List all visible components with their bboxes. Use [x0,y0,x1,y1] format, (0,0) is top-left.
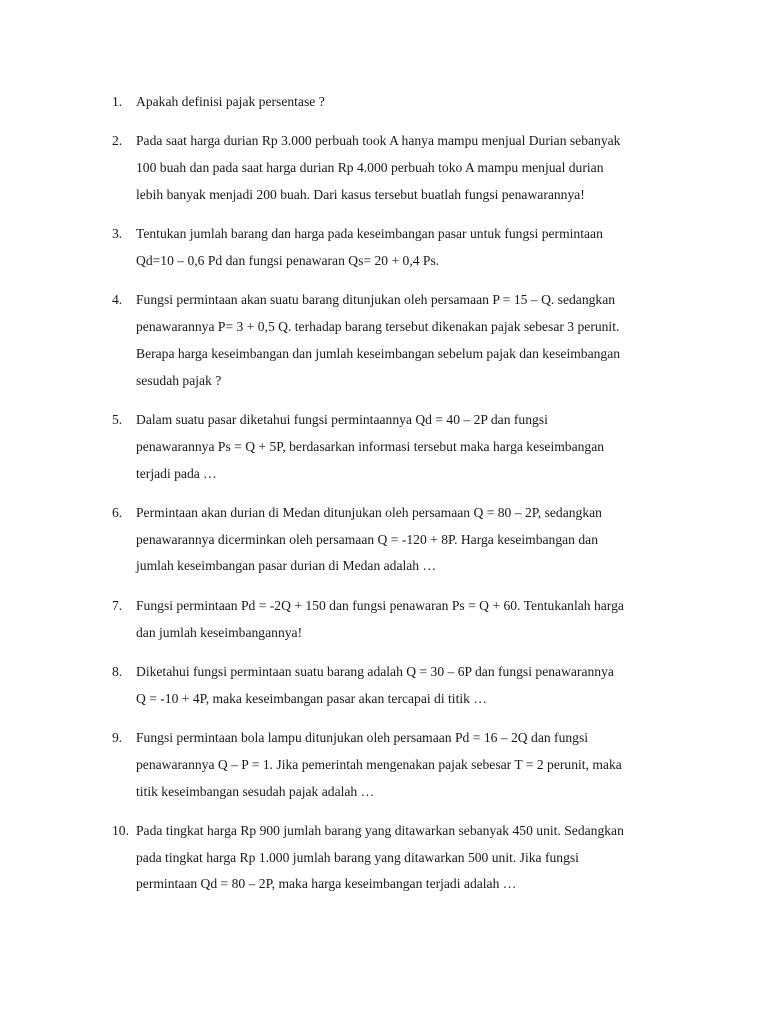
question-number: 1. [112,94,123,109]
question-line: Fungsi permintaan bola lampu ditunjukan oleh persamaan Pd = 16 – 2Q dan fungsi [136,729,589,745]
question-line: Pada tingkat harga Rp 900 jumlah barang yang ditawarkan sebanyak 450 unit. Sedangkan [136,822,624,838]
question-line: sesudah pajak ? [136,372,222,388]
question-number: 9. [112,729,123,745]
question-item [0,659,768,713]
question-line: Q = -10 + 4P, maka keseimbangan pasar akan tercapai di titik … [136,690,487,706]
question-number: 6. [112,504,123,520]
question-text [136,725,666,805]
question-text [136,500,666,580]
question-number: 4. [112,292,123,308]
question-number: 7. [112,597,123,613]
question-number: 2. [112,133,123,149]
question-number: 3. [112,226,123,242]
question-line: Qd=10 – 0,6 Pd dan fungsi penawaran Qs= 20 + 0,4 Ps. [136,252,440,268]
question-text [136,287,666,394]
question-text [136,659,666,713]
question-number: 5. [112,411,123,427]
question-line: dan jumlah keseimbangannya! [136,624,303,640]
question-number: 10. [112,822,129,838]
question-item [0,818,768,898]
question-line: Apakah definisi pajak persentase ? [136,94,325,109]
question-line: 100 buah dan pada saat harga durian Rp 4.000 perbuah toko A mampu menjual durian [136,160,604,176]
question-text [136,407,666,487]
question-line: penawarannya Q – P = 1. Jika pemerintah mengenakan pajak sebesar T = 2 perunit, maka [136,756,622,772]
question-item [0,287,768,394]
question-line: Berapa harga keseimbangan dan jumlah keseimbangan sebelum pajak dan keseimbangan [136,345,621,361]
question-number: 8. [112,663,123,679]
question-item [0,593,768,647]
question-text [136,221,666,275]
question-line: Tentukan jumlah barang dan harga pada keseimbangan pasar untuk fungsi permintaan [136,226,603,242]
question-list [0,89,768,911]
question-line: penawarannya dicerminkan oleh persamaan Q = -120 + 8P. Harga keseimbangan dan [136,531,599,547]
question-line: Permintaan akan durian di Medan ditunjukan oleh persamaan Q = 80 – 2P, sedangkan [136,504,602,520]
question-line: lebih banyak menjadi 200 buah. Dari kasus tersebut buatlah fungsi penawarannya! [136,186,585,202]
question-line: Dalam suatu pasar diketahui fungsi permintaannya Qd = 40 – 2P dan fungsi [136,411,548,427]
question-item [0,128,768,208]
question-text [136,818,666,898]
question-line: pada tingkat harga Rp 1.000 jumlah barang yang ditawarkan 500 unit. Jika fungsi [136,849,579,865]
question-text [136,128,666,208]
question-item [0,221,768,275]
question-item [0,89,768,116]
question-line: terjadi pada … [136,465,217,481]
question-item [0,407,768,487]
question-line: Diketahui fungsi permintaan suatu barang adalah Q = 30 – 6P dan fungsi penawarannya [136,663,614,679]
question-line: jumlah keseimbangan pasar durian di Medan adalah … [136,558,437,574]
question-text [136,593,666,647]
question-item [0,725,768,805]
question-line: penawarannya Ps = Q + 5P, berdasarkan informasi tersebut maka harga keseimbangan [136,438,605,454]
question-line: penawarannya P= 3 + 0,5 Q. terhadap barang tersebut dikenakan pajak sebesar 3 perunit. [136,319,620,335]
question-item [0,500,768,580]
question-text [136,89,666,116]
question-line: titik keseimbangan sesudah pajak adalah … [136,783,375,799]
question-line: Fungsi permintaan Pd = -2Q + 150 dan fungsi penawaran Ps = Q + 60. Tentukanlah harga [136,597,624,613]
question-line: Pada saat harga durian Rp 3.000 perbuah took A hanya mampu menjual Durian sebanyak [136,133,621,149]
question-line: Fungsi permintaan akan suatu barang ditunjukan oleh persamaan P = 15 – Q. sedangkan [136,292,616,308]
question-line: permintaan Qd = 80 – 2P, maka harga keseimbangan terjadi adalah … [136,876,517,892]
